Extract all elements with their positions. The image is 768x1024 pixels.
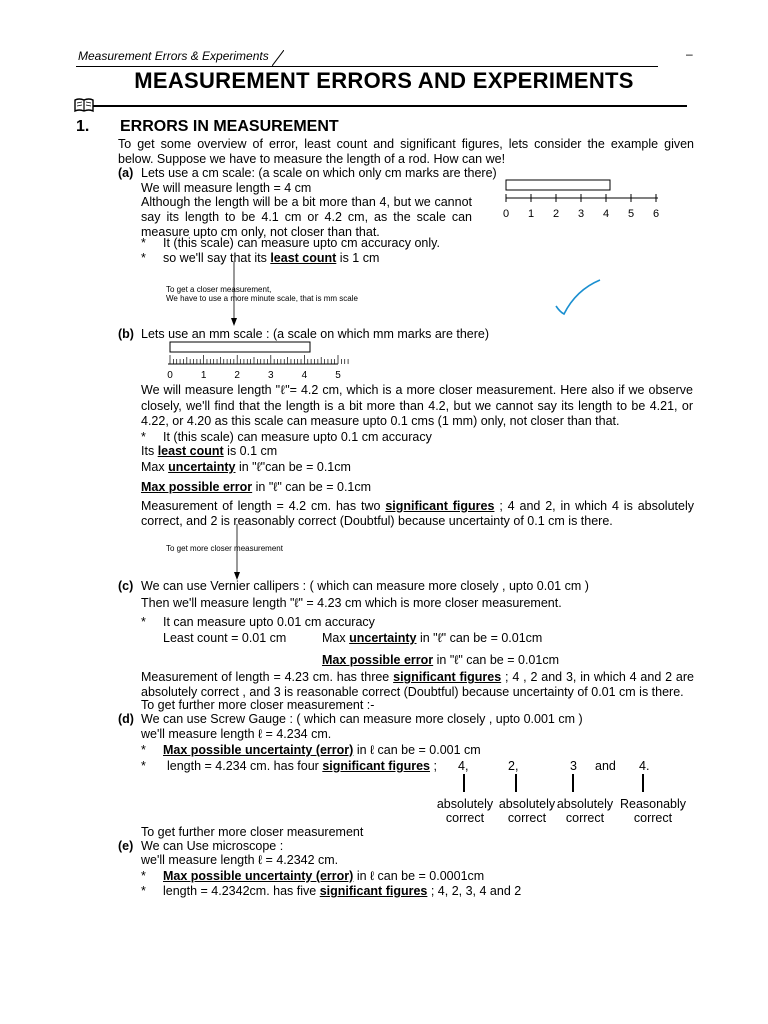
- digit-2: 2,: [508, 759, 519, 773]
- item-c-further: To get further more closer measurement :-: [141, 698, 375, 712]
- header-rule: [76, 66, 658, 67]
- rod: [506, 180, 610, 190]
- item-b-label: (b): [118, 327, 134, 341]
- item-e-label: (e): [118, 839, 134, 853]
- digit-4: 4.: [639, 759, 650, 773]
- item-a-label: (a): [118, 166, 134, 180]
- cm-tick-label: 5: [627, 208, 635, 220]
- digit-label-2: absolutely correct: [498, 797, 556, 825]
- max-uncertainty-term: Max possible uncertainty (error): [163, 869, 354, 883]
- item-a-line2: We will measure length = 4 cm: [141, 181, 312, 195]
- item-c-uncertainty: Max uncertainty in "ℓ" can be = 0.01cm: [322, 631, 543, 645]
- bullet: *: [141, 615, 146, 629]
- significant-figures-term: significant figures: [393, 670, 502, 684]
- mm-tick-label: 4: [301, 370, 308, 381]
- uncertainty-term: uncertainty: [168, 460, 236, 474]
- down-arrow-icon: [233, 524, 241, 582]
- item-a-line1: Lets use a cm scale: (a scale on which only cm marks are there): [141, 166, 497, 180]
- bullet: *: [141, 430, 146, 444]
- max-uncertainty-term: Max possible uncertainty (error): [163, 743, 354, 757]
- item-d-bullet2: length = 4.234 cm. has four significant figures ;: [167, 759, 437, 773]
- mm-ticks: [167, 355, 350, 381]
- digit-label-1: absolutely correct: [436, 797, 494, 825]
- digit-markers: [460, 774, 650, 794]
- max-error-term: Max possible error: [141, 480, 253, 494]
- item-d-bullet1: Max possible uncertainty (error) in ℓ can be = 0.001 cm: [163, 743, 481, 757]
- item-b-line1: Lets use an mm scale : (a scale on which mm marks are there): [141, 327, 490, 341]
- cm-tick-label: 4: [602, 208, 610, 220]
- section-number: 1.: [76, 118, 90, 135]
- least-count-term: least count: [270, 251, 337, 265]
- mm-tick-label: 2: [234, 370, 240, 381]
- header-slant-line: [272, 50, 284, 66]
- item-b-max-error: Max possible error in "ℓ" can be = 0.1cm: [141, 480, 372, 494]
- item-c-line1: We can use Vernier callipers : ( which can measure more closely , upto 0.01 cm ): [141, 579, 589, 593]
- item-b-least-count: Its least count is 0.1 cm: [141, 444, 278, 458]
- mm-scale-figure: [160, 340, 350, 382]
- item-c-line2: Then we'll measure length "ℓ" = 4.23 cm which is more closer measurement.: [141, 596, 562, 610]
- section-title: ERRORS IN MEASUREMENT: [120, 118, 339, 135]
- digit-and: and: [595, 759, 616, 773]
- item-e-line1: We can Use microscope :: [141, 839, 284, 853]
- item-d-further: To get further more closer measurement: [141, 825, 364, 839]
- max-error-term: Max possible error: [322, 653, 434, 667]
- cm-tick-label: 0: [502, 208, 510, 220]
- bullet: *: [141, 743, 146, 757]
- digit-1: 4,: [458, 759, 469, 773]
- note-a-line2: We have to use a more minute scale, that is mm scale: [166, 294, 358, 303]
- mm-tick-label: 3: [268, 370, 274, 381]
- bullet: *: [141, 759, 146, 773]
- significant-figures-term: significant figures: [319, 884, 428, 898]
- page-title: MEASUREMENT ERRORS AND EXPERIMENTS: [134, 68, 634, 93]
- bullet: *: [141, 869, 146, 883]
- item-e-bullet1: Max possible uncertainty (error) in ℓ can be = 0.0001cm: [163, 869, 485, 883]
- item-d-label: (d): [118, 712, 134, 726]
- item-d-line1: We can use Screw Gauge : ( which can measure more closely , upto 0.001 cm ): [141, 712, 583, 726]
- cm-tick-label: 1: [527, 208, 535, 220]
- item-e-bullet2: length = 4.2342cm. has five significant figures ; 4, 2, 3, 4 and 2: [163, 884, 522, 898]
- item-b-uncertainty: Max uncertainty in "ℓ"can be = 0.1cm: [141, 460, 351, 474]
- mm-tick-label: 0: [167, 370, 173, 381]
- bullet: *: [141, 251, 146, 265]
- mm-tick-label: 1: [200, 370, 207, 381]
- digit-label-4: Reasonably correct: [619, 797, 686, 825]
- item-e-line2: we'll measure length ℓ = 4.2342 cm.: [141, 853, 339, 867]
- bullet: *: [141, 884, 146, 898]
- cm-tick-label: 3: [577, 208, 585, 220]
- item-a-paragraph: Although the length will be a bit more than 4, but we cannot say its length to be 4.1 cm or 4.2 cm, as the scale can measure upto cm only, not closer than that.: [141, 195, 472, 239]
- item-c-bullet1: It can measure upto 0.01 cm accuracy: [163, 615, 375, 629]
- item-d-line2: we'll measure length ℓ = 4.234 cm.: [141, 727, 332, 741]
- item-b-paragraph: We will measure length "ℓ"= 4.2 cm, which is a more closer measurement. Here also if we observe closely, we'll find that the length is a bit more than 4.2, but we cannot say its length to be 4.21, or 4.22, or 4.20 as this scale can measure upto 0.1 cms (1 mm) only, not closer than that.: [141, 383, 693, 428]
- item-c-significant: Measurement of length = 4.23 cm. has three significant figures ; 4 , 2 and 3, in which 4 and 2 are absolutely correct , and 3 is reasonable correct (Doubtful) because uncertainty of 0.01 cm is there.: [141, 670, 694, 699]
- item-a-bullet1: It (this scale) can measure upto cm accuracy only.: [163, 236, 440, 250]
- least-count-term: least count: [157, 444, 224, 458]
- bullet: *: [141, 236, 146, 250]
- cm-scale-figure: [496, 176, 666, 220]
- item-a-bullet2: so we'll say that its least count is 1 cm: [163, 251, 380, 265]
- item-c-label: (c): [118, 579, 134, 593]
- check-mark-icon: [554, 276, 602, 318]
- cm-tick-label: 6: [652, 208, 660, 220]
- significant-figures-term: significant figures: [322, 759, 430, 773]
- item-c-max-error: Max possible error in "ℓ" can be = 0.01cm: [322, 653, 559, 667]
- mm-tick-label: 5: [335, 370, 341, 381]
- cm-tick-label: 2: [552, 208, 560, 220]
- significant-figures-term: significant figures: [385, 499, 495, 513]
- digit-3: 3: [570, 759, 577, 773]
- running-header: Measurement Errors & Experiments: [78, 49, 269, 63]
- uncertainty-term: uncertainty: [349, 631, 417, 645]
- item-b-significant: Measurement of length = 4.2 cm. has two significant figures ; 4 and 2, in which 4 is absolutely correct, and 2 is reasonably correct (Doubtful) because uncertainty of 0.1 cm is there.: [141, 499, 694, 528]
- book-icon: [73, 97, 95, 113]
- item-b-bullet1: It (this scale) can measure upto 0.1 cm accuracy: [163, 430, 432, 444]
- page-mark: –: [686, 47, 693, 61]
- title-rule: [93, 105, 687, 107]
- note-b: To get more closer measurement: [166, 544, 283, 553]
- item-c-least-count: Least count = 0.01 cm: [163, 631, 287, 645]
- note-a-line1: To get a closer measurement,: [166, 285, 272, 294]
- digit-label-3: absolutely correct: [556, 797, 614, 825]
- rod: [170, 342, 310, 352]
- intro-paragraph: To get some overview of error, least count and significant figures, lets consider the example given below. Suppose we have to measure the length of a rod. How can we!: [118, 137, 694, 166]
